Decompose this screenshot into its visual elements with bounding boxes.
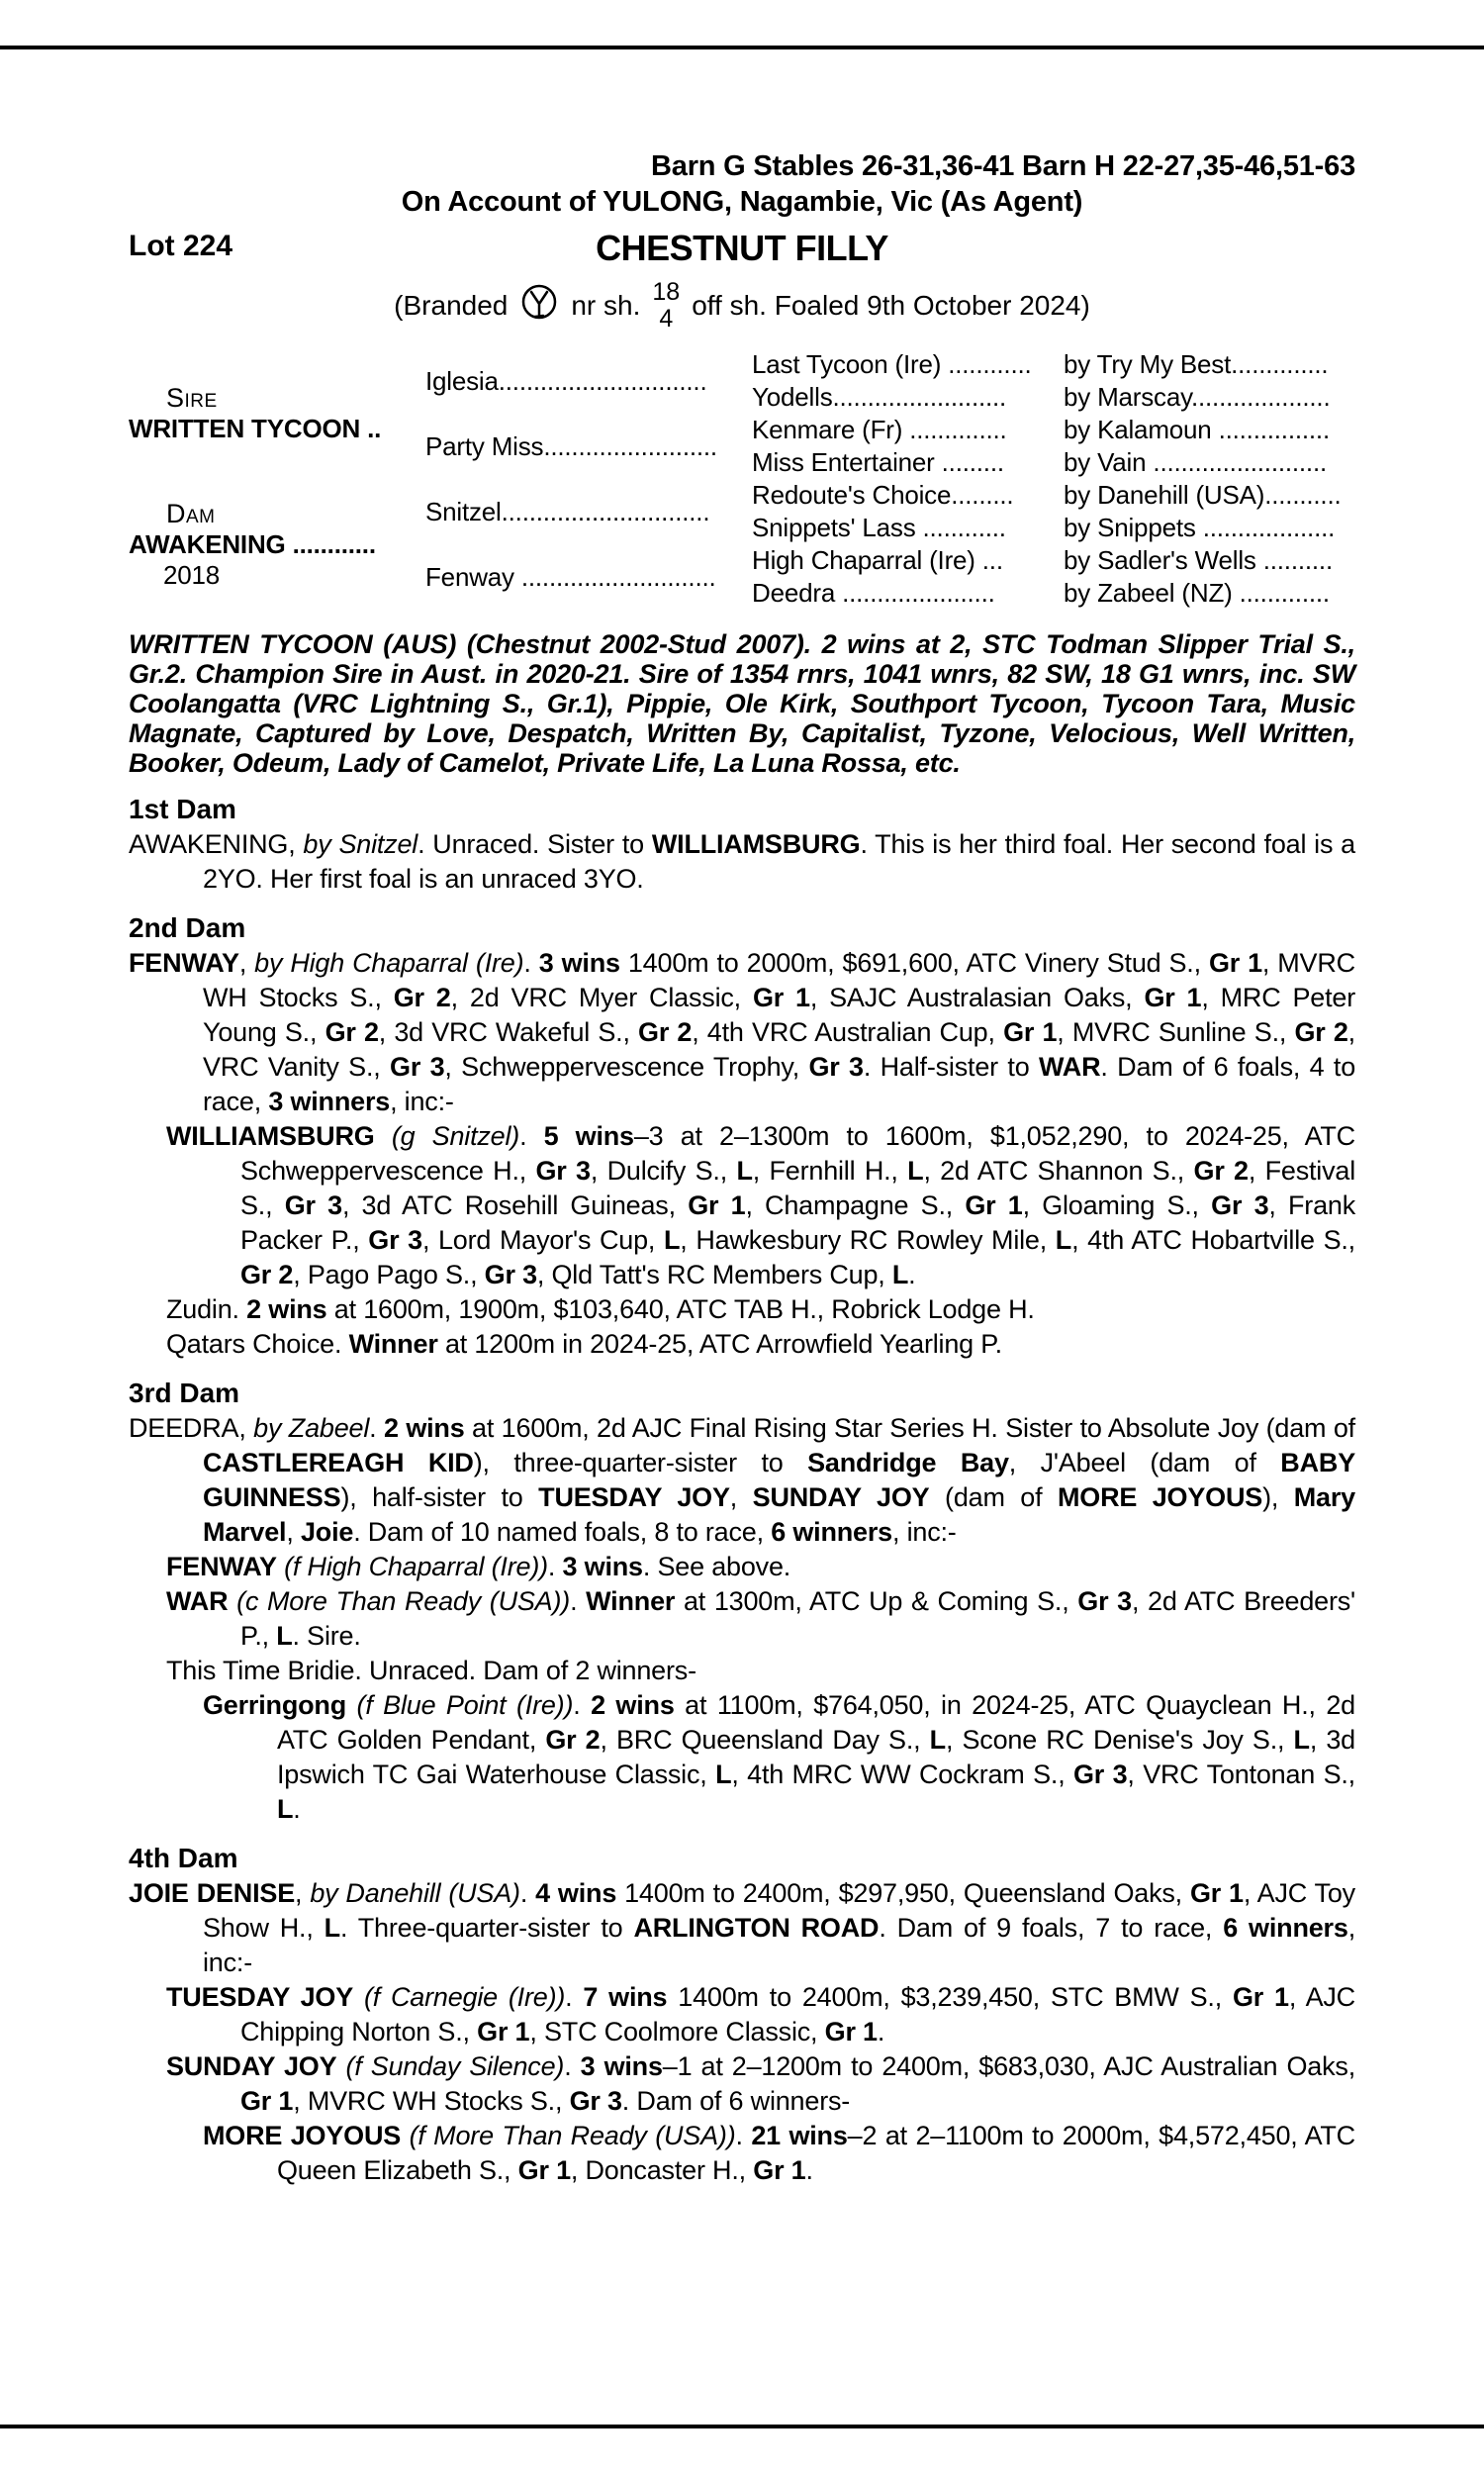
- barn-line: Barn G Stables 26-31,36-41 Barn H 22-27,35-46,51-63: [651, 150, 1355, 182]
- text-run: by Zabeel: [253, 1413, 370, 1443]
- text-run: .: [293, 1794, 301, 1824]
- sire-label: Sire: [166, 383, 218, 413]
- text-run: , 2d ATC Breeders' P.,: [240, 1586, 1355, 1651]
- text-run: L: [1293, 1725, 1310, 1755]
- dam-block: [129, 479, 425, 610]
- text-run: JOIE DENISE: [129, 1878, 296, 1908]
- text-run: 21 wins: [751, 2121, 848, 2150]
- text-run: L: [663, 1225, 681, 1255]
- text-run: , MVRC WH Stocks S.,: [203, 948, 1355, 1012]
- text-run: .: [735, 2121, 752, 2150]
- text-run: .: [547, 1552, 563, 1581]
- text-run: L: [715, 1760, 732, 1789]
- section-heading-2nd-dam: 2nd Dam: [129, 912, 246, 943]
- section-heading-1st-dam: 1st Dam: [129, 794, 236, 824]
- ancestor-name-3: Kenmare (Fr) ..............: [752, 415, 1007, 444]
- text-run: L: [1055, 1225, 1072, 1255]
- text-run: SUNDAY JOY: [752, 1482, 930, 1512]
- text-run: MORE JOYOUS: [1057, 1482, 1263, 1512]
- text-run: Gr 3: [808, 1052, 864, 1082]
- granddam-fenway: Fenway ............................: [425, 561, 716, 592]
- lot-title-row: [129, 226, 1355, 271]
- text-run: 6 winners: [771, 1517, 892, 1547]
- text-run: , 3d VRC Wakeful S.,: [378, 1017, 639, 1047]
- text-run: at 1300m, ATC Up & Coming S.,: [675, 1586, 1078, 1616]
- text-run: Zudin.: [166, 1294, 247, 1324]
- text-run: L: [929, 1725, 946, 1755]
- ancestor-sire-2: by Marscay....................: [1064, 382, 1331, 412]
- text-run: , STC Coolmore Classic,: [529, 2017, 825, 2046]
- ancestor-name-8: Deedra ......................: [752, 578, 995, 608]
- text-run: [228, 1586, 236, 1616]
- text-run: (g Snitzel): [391, 1121, 520, 1151]
- text-run: .: [570, 1586, 587, 1616]
- text-run: , VRC Vanity S.,: [203, 1017, 1355, 1082]
- text-run: , MVRC Sunline S.,: [1057, 1017, 1295, 1047]
- ancestor-sire-6: by Snippets ...................: [1064, 513, 1336, 542]
- dam-foaling-year: 2018: [163, 559, 221, 590]
- text-run: L: [324, 1913, 340, 1943]
- ancestor-name-7: High Chaparral (Ire) ...: [752, 545, 1003, 575]
- text-run: TUESDAY JOY: [538, 1482, 730, 1512]
- text-run: AWAKENING,: [129, 829, 304, 859]
- text-run: , 4th ATC Hobartville S.,: [1071, 1225, 1355, 1255]
- text-run: , BRC Queensland Day S.,: [600, 1725, 930, 1755]
- text-run: by Snitzel: [303, 829, 418, 859]
- text-run: Gr 1: [688, 1190, 746, 1220]
- text-run: , Pago Pago S.,: [293, 1260, 485, 1289]
- ancestor-sire-3: by Kalamoun ................: [1064, 415, 1330, 444]
- paragraph-joie-denise: [129, 1876, 1355, 1980]
- text-run: L: [277, 1794, 294, 1824]
- ancestor-name-5: Redoute's Choice.........: [752, 480, 1014, 510]
- text-run: 2 wins: [383, 1413, 465, 1443]
- text-run: , MVRC WH Stocks S.,: [293, 2086, 570, 2116]
- text-run: .: [573, 1690, 592, 1720]
- grandsire-snitzel: Snitzel..............................: [425, 496, 710, 526]
- paragraph-sunday-joy: [129, 2049, 1355, 2119]
- text-run: ,: [238, 948, 255, 978]
- paragraph-deedra: [129, 1411, 1355, 1550]
- paragraph-awakening: [129, 827, 1355, 897]
- text-run: , 4th MRC WW Cockram S.,: [731, 1760, 1073, 1789]
- text-run: . Three-quarter-sister to: [339, 1913, 634, 1943]
- text-run: Gr 2: [325, 1017, 379, 1047]
- text-run: . Dam of 6 winners-: [621, 2086, 851, 2116]
- text-run: 1400m to 2400m, $297,950, Queensland Oaks,: [616, 1878, 1190, 1908]
- text-run: , Fernhill H.,: [752, 1156, 908, 1186]
- text-run: (f More Than Ready (USA)): [409, 2121, 736, 2150]
- paragraph-zudin: [129, 1292, 1355, 1327]
- ancestor-sire-7: by Sadler's Wells ..........: [1064, 545, 1333, 575]
- text-run: Gr 1: [752, 983, 810, 1012]
- ancestor-sire-5: by Danehill (USA)...........: [1064, 480, 1342, 510]
- text-run: Gr 1: [240, 2086, 294, 2116]
- text-run: L: [276, 1621, 293, 1651]
- text-run: L: [891, 1260, 909, 1289]
- text-run: WILLIAMSBURG: [651, 829, 861, 859]
- text-run: 4 wins: [535, 1878, 617, 1908]
- text-run: Gr 3: [390, 1052, 445, 1082]
- paragraph-more-joyous: [129, 2119, 1355, 2188]
- text-run: WILLIAMSBURG: [166, 1121, 375, 1151]
- text-run: , 2d VRC Myer Classic,: [450, 983, 753, 1012]
- section-heading-4th-dam: 4th Dam: [129, 1843, 238, 1873]
- text-run: Gr 1: [965, 1190, 1023, 1220]
- text-run: Mary Marvel: [203, 1482, 1355, 1547]
- text-run: 7 wins: [583, 1982, 668, 2012]
- text-run: [336, 2051, 345, 2081]
- text-run: 2 wins: [591, 1690, 675, 1720]
- ancestor-sire-8: by Zabeel (NZ) .............: [1064, 578, 1330, 608]
- text-run: 6 winners: [1223, 1913, 1348, 1943]
- text-run: WAR: [1038, 1052, 1101, 1082]
- text-run: Gr 1: [517, 2155, 571, 2185]
- text-run: ,: [729, 1482, 753, 1512]
- account-line: On Account of YULONG, Nagambie, Vic (As Agent): [401, 186, 1083, 218]
- branded-suffix: off sh. Foaled 9th October 2024): [692, 290, 1090, 321]
- text-run: ARLINGTON ROAD: [633, 1913, 880, 1943]
- text-run: Gr 2: [638, 1017, 693, 1047]
- ancestor-sire-1: by Try My Best..............: [1064, 349, 1329, 379]
- text-run: .: [523, 948, 539, 978]
- text-run: , Champagne S.,: [745, 1190, 966, 1220]
- text-run: . Unraced. Sister to: [417, 829, 652, 859]
- text-run: at 1200m in 2024-25, ATC Arrowfield Yearling P.: [437, 1329, 1002, 1359]
- text-run: (c More Than Ready (USA)): [236, 1586, 571, 1616]
- text-run: ), half-sister to: [340, 1482, 539, 1512]
- text-run: ),: [1262, 1482, 1294, 1512]
- text-run: 3 wins: [580, 2051, 663, 2081]
- paragraph-fenway-see-above: [129, 1550, 1355, 1584]
- text-run: by Danehill (USA): [310, 1878, 520, 1908]
- text-run: BABY GUINNESS: [203, 1448, 1356, 1512]
- text-run: Gr 1: [1232, 1982, 1289, 2012]
- text-run: , Gloaming S.,: [1022, 1190, 1212, 1220]
- text-run: Gr 1: [824, 2017, 878, 2046]
- text-run: 3 wins: [538, 948, 620, 978]
- text-run: Gr 1: [1189, 1878, 1244, 1908]
- text-run: , Doncaster H.,: [570, 2155, 754, 2185]
- text-run: , Schweppervescence Trophy,: [444, 1052, 809, 1082]
- text-run: [375, 1121, 392, 1151]
- text-run: –1 at 2–1200m to 2400m, $683,030, AJC Australian Oaks,: [662, 2051, 1355, 2081]
- ancestor-name-6: Snippets' Lass ............: [752, 513, 1006, 542]
- dam-label: Dam: [166, 498, 216, 528]
- text-run: ,: [295, 1878, 311, 1908]
- grandsire-iglesia: Iglesia..............................: [425, 365, 707, 396]
- text-run: (f Carnegie (Ire)): [363, 1982, 566, 2012]
- page-content: [129, 49, 1355, 2188]
- text-run: by High Chaparral (Ire): [254, 948, 524, 978]
- text-run: [346, 1690, 357, 1720]
- text-run: Gr 1: [1003, 1017, 1058, 1047]
- text-run: Gr 2: [1193, 1156, 1249, 1186]
- text-run: at 1600m, 1900m, $103,640, ATC TAB H., Robrick Lodge H.: [326, 1294, 1035, 1324]
- text-run: .: [877, 2017, 885, 2046]
- granddam-party-miss: Party Miss.........................: [425, 430, 717, 461]
- text-run: 5 wins: [543, 1121, 634, 1151]
- text-run: Gr 3: [1072, 1760, 1128, 1789]
- text-run: Gr 2: [393, 983, 451, 1012]
- text-run: DEEDRA,: [129, 1413, 254, 1443]
- brand-number-bottom: 4: [659, 305, 674, 333]
- text-run: Sandridge Bay: [807, 1448, 1009, 1477]
- text-run: , inc:-: [203, 1913, 1355, 1977]
- text-run: Gr 2: [545, 1725, 601, 1755]
- text-run: 3 wins: [562, 1552, 643, 1581]
- text-run: ,: [286, 1517, 301, 1547]
- text-run: This Time Bridie. Unraced. Dam of 2 winners-: [166, 1656, 696, 1685]
- paragraph-tuesday-joy: [129, 1980, 1355, 2049]
- text-run: , Hawkesbury RC Rowley Mile,: [680, 1225, 1056, 1255]
- text-run: Joie: [300, 1517, 354, 1547]
- ancestor-name-4: Miss Entertainer .........: [752, 447, 1004, 477]
- sire-summary-paragraph: [129, 629, 1355, 778]
- text-run: , inc:-: [891, 1517, 957, 1547]
- text-run: , Lord Mayor's Cup,: [421, 1225, 664, 1255]
- text-run: .: [805, 2155, 813, 2185]
- text-run: , 3d Ipswich TC Gai Waterhouse Classic,: [277, 1725, 1355, 1789]
- text-run: WAR: [166, 1586, 229, 1616]
- lot-number: Lot 224: [129, 230, 233, 262]
- text-run: 2 wins: [246, 1294, 327, 1324]
- text-run: 3 winners: [268, 1087, 391, 1116]
- text-run: , Qld Tatt's RC Members Cup,: [536, 1260, 892, 1289]
- text-run: .: [369, 1413, 384, 1443]
- text-run: Gr 3: [535, 1156, 591, 1186]
- text-run: Gr 1: [477, 2017, 530, 2046]
- branded-mid: nr sh.: [571, 290, 641, 321]
- pedigree-table: [129, 348, 1355, 610]
- text-run: Gr 1: [1144, 983, 1202, 1012]
- section-heading-3rd-dam: 3rd Dam: [129, 1378, 240, 1408]
- text-run: TUESDAY JOY: [166, 1982, 354, 2012]
- text-run: .: [908, 1260, 916, 1289]
- text-run: (dam of: [929, 1482, 1058, 1512]
- text-run: , AJC Chipping Norton S.,: [240, 1982, 1355, 2046]
- text-run: Gr 2: [1294, 1017, 1348, 1047]
- text-run: –3 at 2–1300m to 1600m, $1,052,290, to 2024-25, ATC Schweppervescence H.,: [240, 1121, 1355, 1186]
- ancestor-name-2: Yodells.........................: [752, 382, 1007, 412]
- text-run: Winner: [348, 1329, 438, 1359]
- text-run: FENWAY: [166, 1552, 277, 1581]
- text-run: . Half-sister to: [863, 1052, 1039, 1082]
- text-run: Gr 2: [240, 1260, 294, 1289]
- text-run: (f High Chaparral (Ire)): [284, 1552, 548, 1581]
- dam-name: AWAKENING ............: [129, 528, 376, 559]
- text-run: , SAJC Australasian Oaks,: [809, 983, 1145, 1012]
- paragraph-qatars-choice: [129, 1327, 1355, 1362]
- text-run: SUNDAY JOY: [166, 2051, 337, 2081]
- text-run: 1400m to 2400m, $3,239,450, STC BMW S.,: [667, 1982, 1233, 2012]
- text-run: , 2d ATC Shannon S.,: [923, 1156, 1194, 1186]
- text-run: , Festival S.,: [240, 1156, 1356, 1220]
- text-run: , Scone RC Denise's Joy S.,: [945, 1725, 1294, 1755]
- text-run: (f Sunday Silence): [345, 2051, 565, 2081]
- text-run: ), three-quarter-sister to: [473, 1448, 808, 1477]
- paragraph-fenway: [129, 946, 1355, 1119]
- text-run: , 4th VRC Australian Cup,: [692, 1017, 1004, 1047]
- text-run: Gr 3: [368, 1225, 422, 1255]
- text-run: , VRC Tontonan S.,: [1127, 1760, 1355, 1789]
- text-run: at 1600m, 2d AJC Final Rising Star Series H. Sister to Absolute Joy (dam of: [464, 1413, 1355, 1443]
- text-run: WRITTEN TYCOON (AUS) (Chestnut 2002-Stud 2007). 2 wins at 2, STC Todman Slipper Trial S., Gr.2. Champion Sire in Aust. in 2020-21. Sire of 1354 rnrs, 1041 wnrs, 82 SW, 18 G1 wnrs, inc. SW Coolangatta (VRC Lightning S., Gr.1), Pippie, Ole Kirk, Southport Tycoon, Tycoon Tara, Music Magnate, Captured by Love, Despatch, Written By, Capitalist, Tyzone, Velocious, Well Written, Booker, Odeum, Lady of Camelot, Private Life, La Luna Rossa, etc.: [129, 629, 1355, 778]
- text-run: Gr 3: [1077, 1586, 1132, 1616]
- branded-prefix: (Branded: [394, 290, 509, 321]
- text-run: . Dam of 9 foals, 7 to race,: [879, 1913, 1224, 1943]
- text-run: [353, 1982, 364, 2012]
- text-run: .: [565, 1982, 584, 2012]
- text-run: at 1100m, $764,050, in 2024-25, ATC Quayclean H., 2d ATC Golden Pendant,: [277, 1690, 1355, 1755]
- text-run: (f Blue Point (Ire)): [356, 1690, 574, 1720]
- text-run: , Dulcify S.,: [590, 1156, 737, 1186]
- text-run: , AJC Toy Show H.,: [203, 1878, 1355, 1943]
- brand-number-top: 18: [652, 278, 681, 306]
- ancestor-sire-4: by Vain .........................: [1064, 447, 1328, 477]
- text-run: Gr 1: [753, 2155, 806, 2185]
- text-run: Gr 1: [1208, 948, 1262, 978]
- text-run: Qatars Choice.: [166, 1329, 349, 1359]
- page-title: CHESTNUT FILLY: [596, 228, 888, 268]
- text-run: Gerringong: [203, 1690, 346, 1720]
- text-run: L: [907, 1156, 924, 1186]
- text-run: L: [736, 1156, 753, 1186]
- text-run: .: [519, 1878, 536, 1908]
- text-run: , Frank Packer P.,: [240, 1190, 1356, 1255]
- text-run: CASTLEREAGH KID: [203, 1448, 474, 1477]
- text-run: , inc:-: [390, 1087, 454, 1116]
- text-run: . Sire.: [292, 1621, 361, 1651]
- text-run: Gr 3: [1211, 1190, 1269, 1220]
- text-run: . Dam of 10 named foals, 8 to race,: [353, 1517, 772, 1547]
- text-run: Gr 3: [284, 1190, 342, 1220]
- text-run: . Dam of 6 foals, 4 to race,: [203, 1052, 1356, 1116]
- text-run: Gr 3: [484, 1260, 537, 1289]
- paragraph-gerringong: [129, 1688, 1355, 1827]
- sire-name: WRITTEN TYCOON ..: [129, 414, 382, 443]
- paragraph-this-time-bridie: [129, 1654, 1355, 1688]
- bottom-rule: [0, 2425, 1484, 2428]
- text-run: [401, 2121, 410, 2150]
- text-run: , 3d ATC Rosehill Guineas,: [341, 1190, 689, 1220]
- circled-y-brand-icon: [519, 280, 559, 333]
- text-run: –2 at 2–1100m to 2000m, $4,572,450, ATC Queen Elizabeth S.,: [277, 2121, 1355, 2185]
- text-run: . See above.: [642, 1552, 791, 1581]
- paragraph-williamsburg: [129, 1119, 1355, 1292]
- text-run: , J'Abeel (dam of: [1008, 1448, 1281, 1477]
- text-run: Gr 3: [569, 2086, 622, 2116]
- text-run: MORE JOYOUS: [203, 2121, 402, 2150]
- branded-line: [129, 273, 1355, 338]
- text-run: .: [519, 1121, 544, 1151]
- text-run: 1400m to 2000m, $691,600, ATC Vinery Stud S.,: [619, 948, 1209, 978]
- text-run: FENWAY: [129, 948, 239, 978]
- text-run: . This is her third foal. Her second foal is a 2YO. Her first foal is an unraced 3YO.: [203, 829, 1355, 894]
- sire-block: [129, 348, 425, 479]
- text-run: .: [564, 2051, 581, 2081]
- paragraph-war: [129, 1584, 1355, 1654]
- brand-number: [652, 279, 680, 333]
- text-run: , MRC Peter Young S.,: [203, 983, 1356, 1047]
- ancestor-name-1: Last Tycoon (Ire) ............: [752, 349, 1032, 379]
- text-run: Winner: [586, 1586, 676, 1616]
